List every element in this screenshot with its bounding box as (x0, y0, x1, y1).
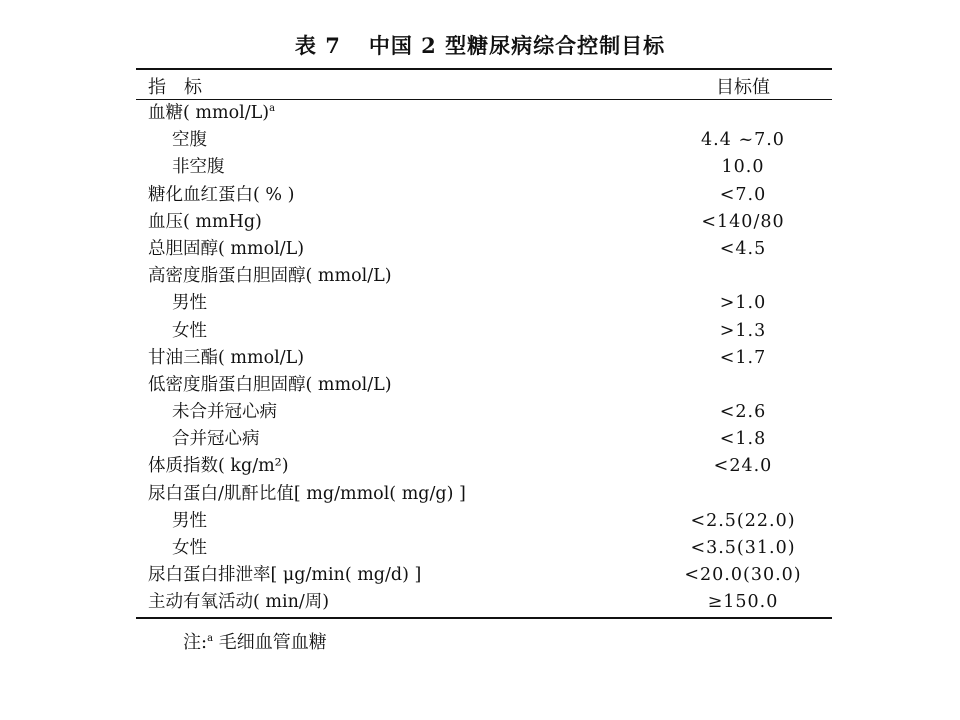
table-footnote (183, 628, 327, 654)
row-target-value: <20.0(30.0) (684, 565, 802, 586)
table-row (136, 372, 832, 399)
row-indicator (148, 562, 421, 589)
row-target-value: <24.0 (713, 456, 773, 477)
row-target-value: <2.5(22.0) (690, 510, 796, 531)
table-row (136, 127, 832, 154)
row-indicator-text: 总胆固醇( mmol/L) (148, 238, 305, 259)
row-target-value: <2.6 (719, 402, 767, 423)
row-footnote-marker: a (269, 103, 276, 115)
row-target-value: <1.7 (719, 347, 767, 368)
row-indicator (148, 100, 275, 127)
row-target-value: ≥150.0 (707, 592, 779, 613)
table-row (136, 182, 832, 209)
row-indicator-text: 甘油三酯( mmol/L) (148, 347, 305, 368)
row-target-value: >1.3 (719, 320, 767, 341)
row-indicator-text: 未合并冠心病 (172, 402, 277, 423)
table-row (136, 426, 832, 453)
row-indicator (172, 399, 277, 426)
table-title (0, 30, 960, 60)
row-indicator (148, 263, 392, 290)
row-indicator (148, 236, 304, 263)
table-row (136, 290, 832, 317)
table-row (136, 508, 832, 535)
footnote-prefix: 注: (183, 632, 208, 653)
table-row (136, 263, 832, 290)
table-row (136, 209, 832, 236)
table-row (136, 236, 832, 263)
row-indicator-text: 合并冠心病 (172, 429, 260, 450)
header-indicator: 指标 (148, 77, 220, 98)
row-indicator-text: 尿白蛋白排泄率[ μg/min( mg/d) ] (148, 565, 422, 586)
row-indicator-text: 空腹 (172, 130, 207, 151)
table-row (136, 318, 832, 345)
row-indicator-text: 女性 (172, 538, 207, 558)
row-indicator (172, 426, 260, 453)
row-indicator (172, 318, 207, 345)
table-row (136, 481, 832, 508)
row-indicator (148, 453, 289, 480)
row-indicator-text: 高密度脂蛋白胆固醇( mmol/L) (148, 266, 392, 287)
table-row (136, 345, 832, 372)
table-bottom-rule (136, 617, 832, 619)
row-indicator-text: 体质指数( kg/m²) (148, 456, 289, 477)
row-indicator-text: 糖化血红蛋白( % ) (148, 184, 295, 205)
row-indicator (172, 508, 207, 535)
row-target-value: 4.4 ~7.0 (701, 130, 785, 151)
row-indicator-text: 血压( mmHg) (148, 211, 262, 232)
row-indicator (148, 372, 392, 399)
table-body (136, 100, 832, 617)
table-row (136, 589, 832, 616)
row-target-value: 10.0 (721, 157, 765, 178)
row-indicator-text: 非空腹 (172, 157, 225, 178)
table-row (136, 100, 832, 127)
table-row (136, 154, 832, 181)
row-indicator-text: 男性 (172, 510, 207, 531)
row-target-value: >1.0 (719, 293, 767, 314)
row-indicator (148, 345, 304, 372)
row-indicator-text: 主动有氧活动( min/周) (148, 592, 330, 613)
table-number: 表 7 (294, 33, 341, 58)
row-target-value: <140/80 (701, 211, 785, 232)
row-indicator (172, 535, 207, 562)
table-row (136, 399, 832, 426)
row-indicator (148, 182, 294, 209)
row-indicator-text: 女性 (172, 320, 207, 341)
row-indicator (148, 209, 262, 236)
header-target-value: 目标值 (716, 77, 770, 98)
row-indicator (148, 589, 329, 616)
footnote-text: 毛细血管血糖 (213, 632, 327, 653)
row-target-value: <7.0 (719, 184, 767, 205)
row-indicator-text: 尿白蛋白/肌酐比值[ mg/mmol( mg/g) ] (148, 483, 466, 504)
table-row (136, 535, 832, 562)
row-indicator (172, 290, 207, 317)
row-target-value: <3.5(31.0) (690, 538, 796, 558)
row-target-value: <4.5 (719, 238, 767, 259)
table-row (136, 453, 832, 480)
row-indicator-text: 血糖( mmol/L) (148, 103, 270, 123)
footnote-marker: a (207, 633, 214, 644)
row-indicator-text: 低密度脂蛋白胆固醇( mmol/L) (148, 374, 392, 395)
table-title-text: 中国 2 型糖尿病综合控制目标 (368, 33, 666, 58)
row-indicator (172, 127, 207, 154)
table-header (136, 70, 832, 99)
row-indicator (172, 154, 225, 181)
row-indicator (148, 481, 466, 508)
row-indicator-text: 男性 (172, 293, 207, 314)
row-target-value: <1.8 (719, 429, 767, 450)
table-row (136, 562, 832, 589)
